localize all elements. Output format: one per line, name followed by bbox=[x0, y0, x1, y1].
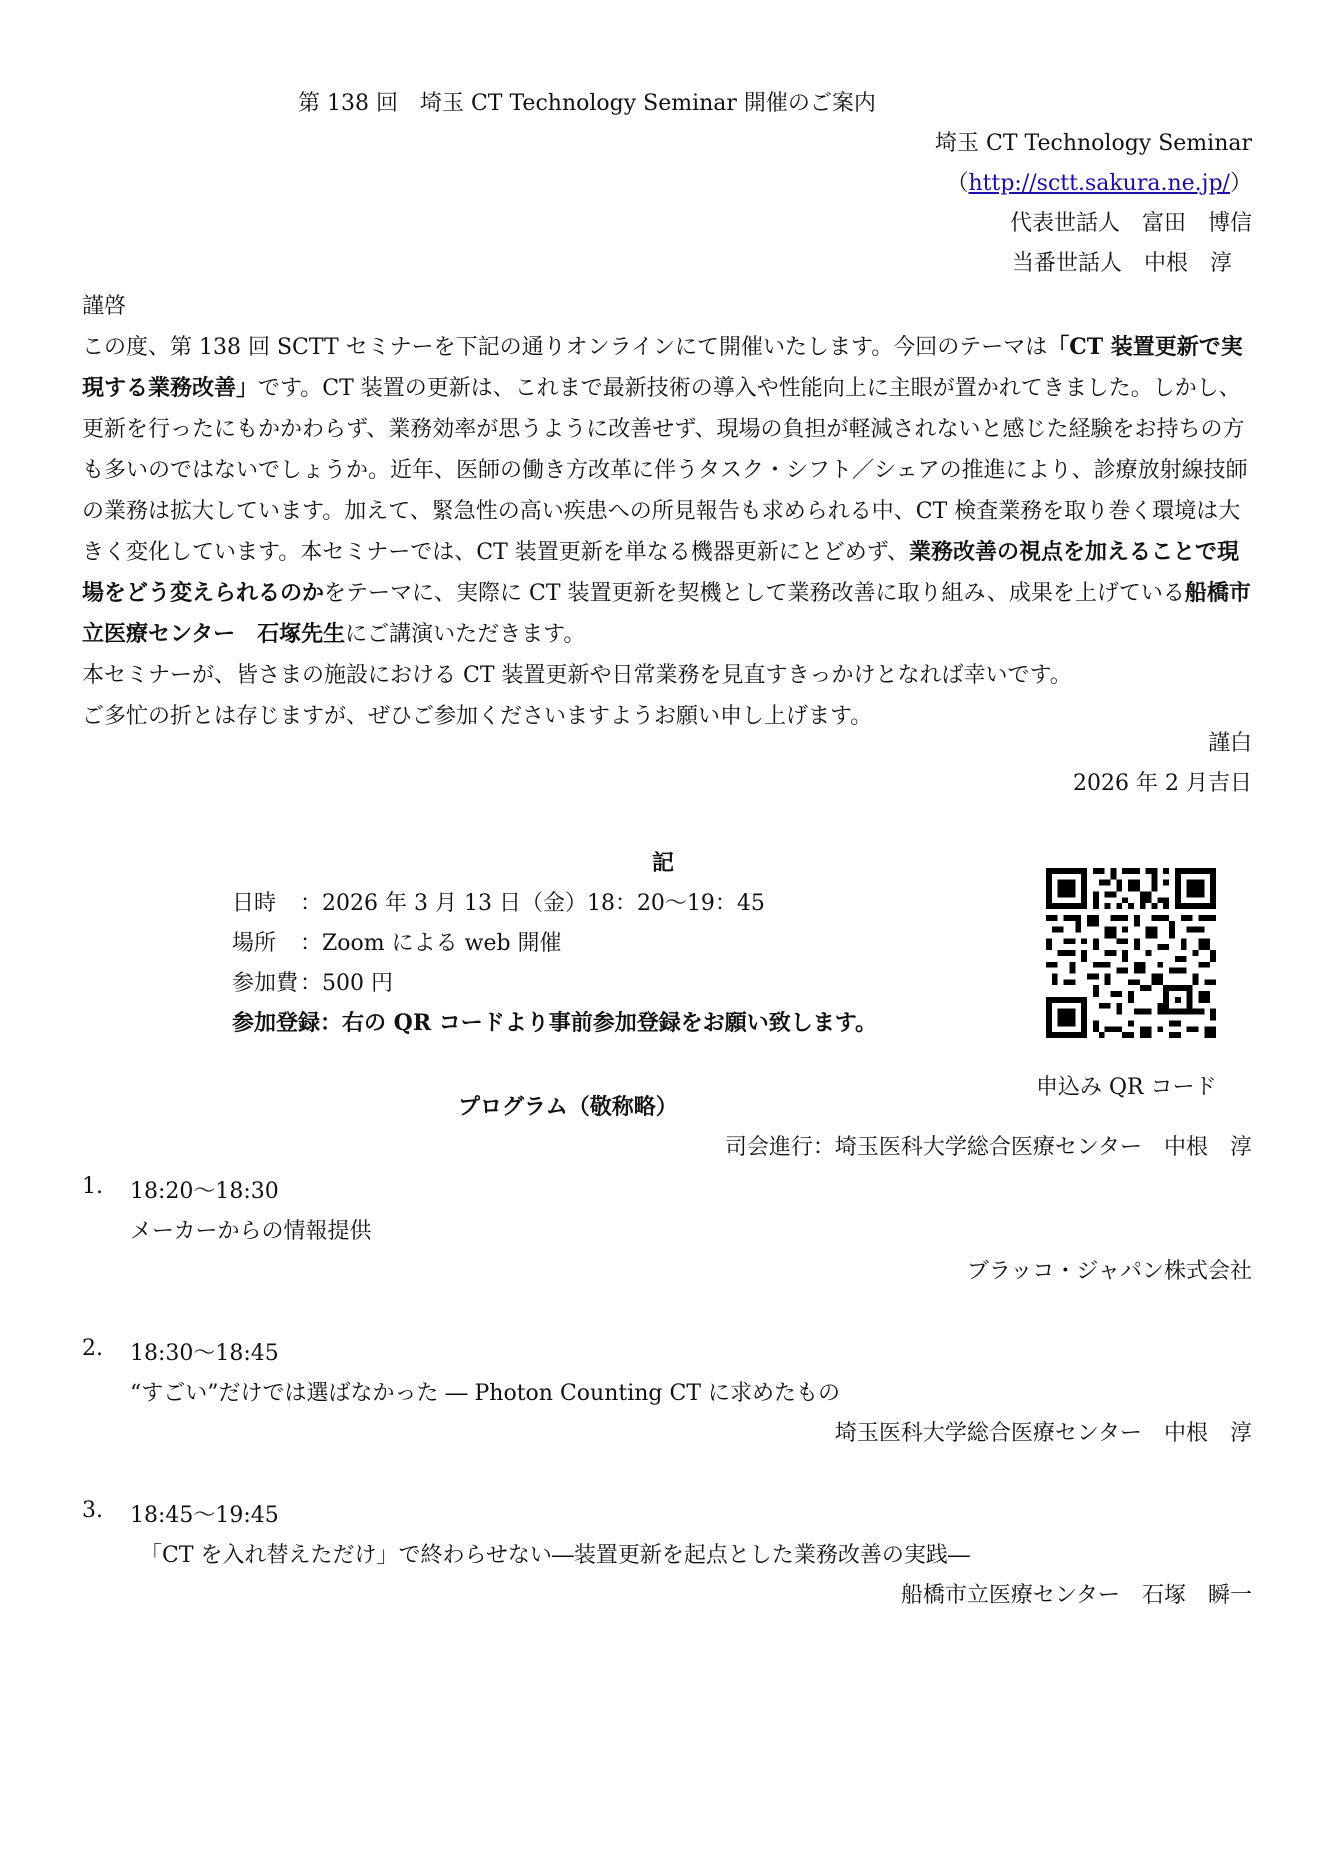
organizer-name: 埼玉 CT Technology Seminar bbox=[935, 131, 1252, 156]
text-segment: です。CT 装置の更新は、これまで最新技術の導入や性能向上に主眼が置かれてきました。しかし、更新を行ったにもかかわらず、業務効率が思うように改善せず、現場の負担が軽減されないと感じた経験をお持ちの方も多いのではないでしょうか。近年、医師の働き方改革に伴うタスク・シフト／シェアの推進により、診療放射線技師の業務は拡大しています。加えて、緊急性の高い疾患への所見報告も求められる中、CT 検査業務を取り巻く環境は大きく変化しています。本セミナーでは、CT 装置更新を単なる機器更新にとどめず、 bbox=[82, 376, 1248, 565]
program-item-3-speaker: 船橋市立医療センター 石塚 瞬一 bbox=[900, 1583, 1252, 1608]
fee-label: 参加費 bbox=[232, 971, 299, 996]
qr-caption: 申込み QR コード bbox=[1036, 1075, 1217, 1100]
program-heading: プログラム（敬称略） bbox=[458, 1094, 678, 1120]
program-item-1-title: メーカーからの情報提供 bbox=[130, 1219, 372, 1244]
program-item-2-number: 2. bbox=[82, 1336, 103, 1361]
organizer-url bbox=[946, 166, 1252, 197]
text-segment: この度、第 138 回 SCTT セミナーを下記の通りオンラインにて開催いたします。今回のテーマは bbox=[82, 335, 1048, 360]
program-item-2-title: “すごい”だけでは選ばなかった ― Photon Counting CT に求めたもの bbox=[130, 1381, 840, 1406]
letter-paragraph-2: 本セミナーが、皆さまの施設における CT 装置更新や日常業務を見直すきっかけとなれば幸いです。 bbox=[82, 663, 1072, 688]
program-item-1-time: 18:20～18:30 bbox=[130, 1179, 279, 1204]
fee-value: ：500 円 bbox=[300, 971, 393, 996]
speaker-emphasis: 船橋市立医療センター 石塚先生 bbox=[82, 580, 1251, 647]
letter-opening: 謹啓 bbox=[82, 294, 127, 319]
program-item-3-time: 18:45～19:45 bbox=[130, 1503, 279, 1528]
program-item-3-title: 「CT を入れ替えただけ」で終わらせない―装置更新を起点とした業務改善の実践― bbox=[140, 1543, 970, 1568]
duty-person: 当番世話人 中根 淳 bbox=[1011, 251, 1232, 276]
details-heading: 記 bbox=[652, 850, 675, 876]
website-link[interactable]: http://sctt.sakura.ne.jp/ bbox=[968, 171, 1230, 196]
program-item-2-time: 18:30～18:45 bbox=[130, 1341, 279, 1366]
url-close-paren: ） bbox=[1229, 171, 1252, 196]
document-title: 第 138 回 埼玉 CT Technology Seminar 開催のご案内 bbox=[298, 91, 876, 116]
text-segment: をテーマに、実際に CT 装置更新を契機として業務改善に取り組み、成果を上げている bbox=[324, 581, 1185, 606]
program-item-1-speaker: ブラッコ・ジャパン株式会社 bbox=[966, 1259, 1252, 1284]
program-item-2-speaker: 埼玉医科大学総合医療センター 中根 淳 bbox=[834, 1421, 1252, 1446]
letter-body bbox=[82, 286, 1252, 737]
datetime-label: 日時 bbox=[232, 891, 277, 916]
letter-date: 2026 年 2 月吉日 bbox=[1073, 771, 1252, 796]
letter-closing: 謹白 bbox=[1207, 731, 1252, 756]
moderator: 司会進行：埼玉医科大学総合医療センター 中根 淳 bbox=[724, 1135, 1252, 1160]
program-item-3-number: 3. bbox=[82, 1498, 103, 1523]
emphasis-text: 業務改善の視点を加えることで現場をどう変えられるのか bbox=[82, 539, 1239, 606]
seminar-theme: 「CT 装置更新で実現する業務改善」 bbox=[82, 334, 1243, 401]
place-value: ：Zoom による web 開催 bbox=[300, 931, 562, 956]
datetime-value: ：2026 年 3 月 13 日（金）18：20～19：45 bbox=[300, 891, 765, 916]
place-label: 場所 bbox=[232, 931, 277, 956]
letter-paragraph-3: ご多忙の折とは存じますが、ぜひご参加くださいますようお願い申し上げます。 bbox=[82, 704, 873, 729]
program-item-1-number: 1. bbox=[82, 1174, 103, 1199]
text-segment: にご講演いただきます。 bbox=[345, 622, 586, 647]
registration-qr-code[interactable] bbox=[1046, 868, 1216, 1038]
representative: 代表世話人 富田 博信 bbox=[1009, 211, 1252, 236]
url-open-paren: （ bbox=[946, 171, 969, 196]
registration-note: 参加登録：右の QR コードより事前参加登録をお願い致します。 bbox=[232, 1010, 878, 1036]
letter-paragraph-main bbox=[82, 327, 1252, 655]
